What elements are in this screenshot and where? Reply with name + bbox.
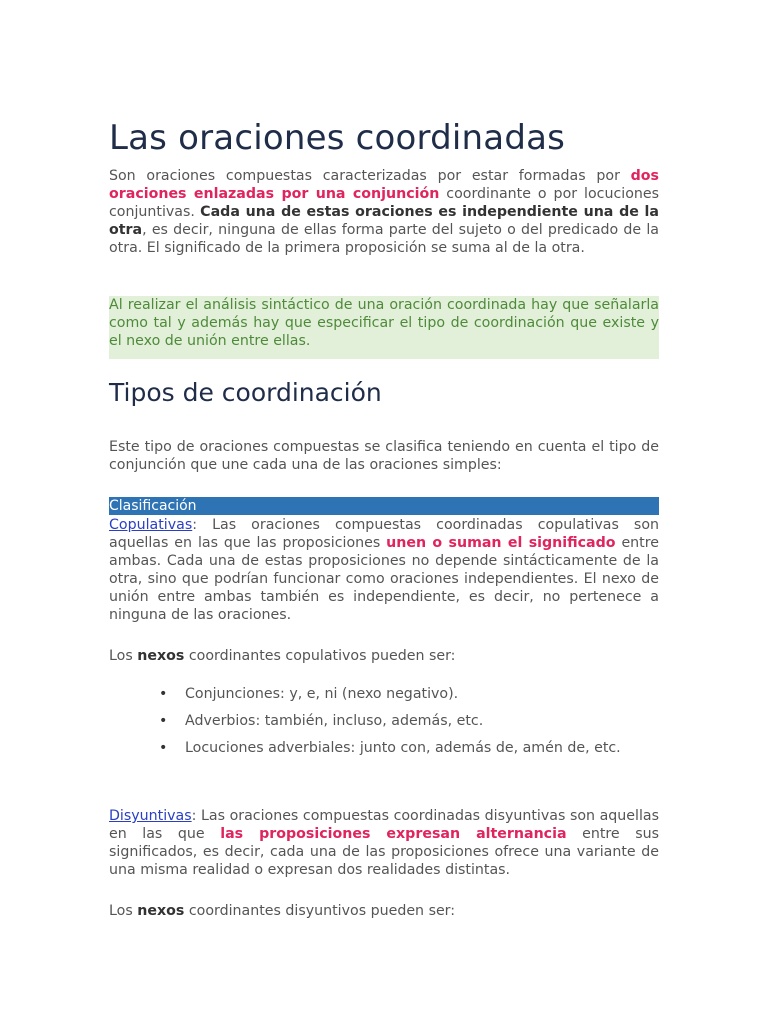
nexos-copulativos-post: coordinantes copulativos pueden ser: <box>184 648 456 664</box>
nexos-copulativos-pre: Los <box>109 648 138 664</box>
list-item-text: Adverbios: también, incluso, además, etc. <box>185 713 484 729</box>
list-item-text: Conjunciones: y, e, ni (nexo negativo). <box>185 686 459 702</box>
intro-text-1: Son oraciones compuestas caracterizadas por estar formadas por <box>109 168 631 184</box>
copulativas-text-2: entre ambas. Cada una de estas proposiciones no depende sintácticamente de la otra, sino que podrían funcionar como oraciones independientes. El nexo de unión entre ambas también es independiente, es decir, no pertenece a ninguna de las oraciones. <box>109 535 659 623</box>
nexos-disyuntivos-pre: Los <box>109 903 138 919</box>
bullet-icon: • <box>159 713 168 729</box>
intro-highlight-1: dos oraciones enlazadas por una conjunción <box>109 168 659 202</box>
section-title: Tipos de coordinación <box>109 378 382 407</box>
note-box <box>109 296 659 359</box>
intro-highlight-2: Cada una de estas oraciones es independiente una de la otra <box>109 204 659 238</box>
copulativas-text-1: : Las oraciones compuestas coordinadas copulativas son aquellas en las que las proposiciones <box>109 517 659 551</box>
copulativas-highlight: unen o suman el significado <box>386 535 616 551</box>
nexos-copulativos-line <box>109 647 659 665</box>
list-item-text: Locuciones adverbiales: junto con, además de, amén de, etc. <box>185 740 621 756</box>
copulativas-link[interactable]: Copulativas <box>109 517 193 533</box>
nexos-copulativos-list <box>109 684 659 765</box>
disyuntivas-highlight: las proposiciones expresan alternancia <box>220 826 567 842</box>
disyuntivas-link[interactable]: Disyuntivas <box>109 808 192 824</box>
bullet-icon: • <box>159 740 168 756</box>
list-item <box>109 684 659 711</box>
note-text: Al realizar el análisis sintáctico de una oración coordinada hay que señalarla como tal y además hay que especificar el tipo de coordinación que existe y el nexo de unión entre ellas. <box>109 297 659 349</box>
nexos-disyuntivos-post: coordinantes disyuntivos pueden ser: <box>184 903 456 919</box>
nexos-disyuntivos-bold: nexos <box>137 903 185 919</box>
clasificacion-bar: Clasificación <box>109 497 659 515</box>
nexos-disyuntivos-line <box>109 902 659 920</box>
disyuntivas-text-2: entre sus significados, es decir, cada una de las proposiciones ofrece una variante de una misma realidad o expresan dos realidades distintas. <box>109 826 659 878</box>
bullet-icon: • <box>159 686 168 702</box>
copulativas-paragraph <box>109 516 659 624</box>
intro-paragraph <box>109 167 659 257</box>
tipos-intro-paragraph: Este tipo de oraciones compuestas se clasifica teniendo en cuenta el tipo de conjunción que une cada una de las oraciones simples: <box>109 439 659 473</box>
disyuntivas-paragraph <box>109 807 659 879</box>
disyuntivas-text-1: : Las oraciones compuestas coordinadas disyuntivas son aquellas en las que <box>109 808 659 842</box>
list-item <box>109 711 659 738</box>
page-title: Las oraciones coordinadas <box>109 118 566 158</box>
list-item <box>109 738 659 765</box>
intro-text-3: , es decir, ninguna de ellas forma parte del sujeto o del predicado de la otra. El significado de la primera proposición se suma al de la otra. <box>109 222 659 256</box>
nexos-copulativos-bold: nexos <box>137 648 185 664</box>
intro-text-2: coordinante o por locuciones conjuntivas. <box>109 186 659 220</box>
